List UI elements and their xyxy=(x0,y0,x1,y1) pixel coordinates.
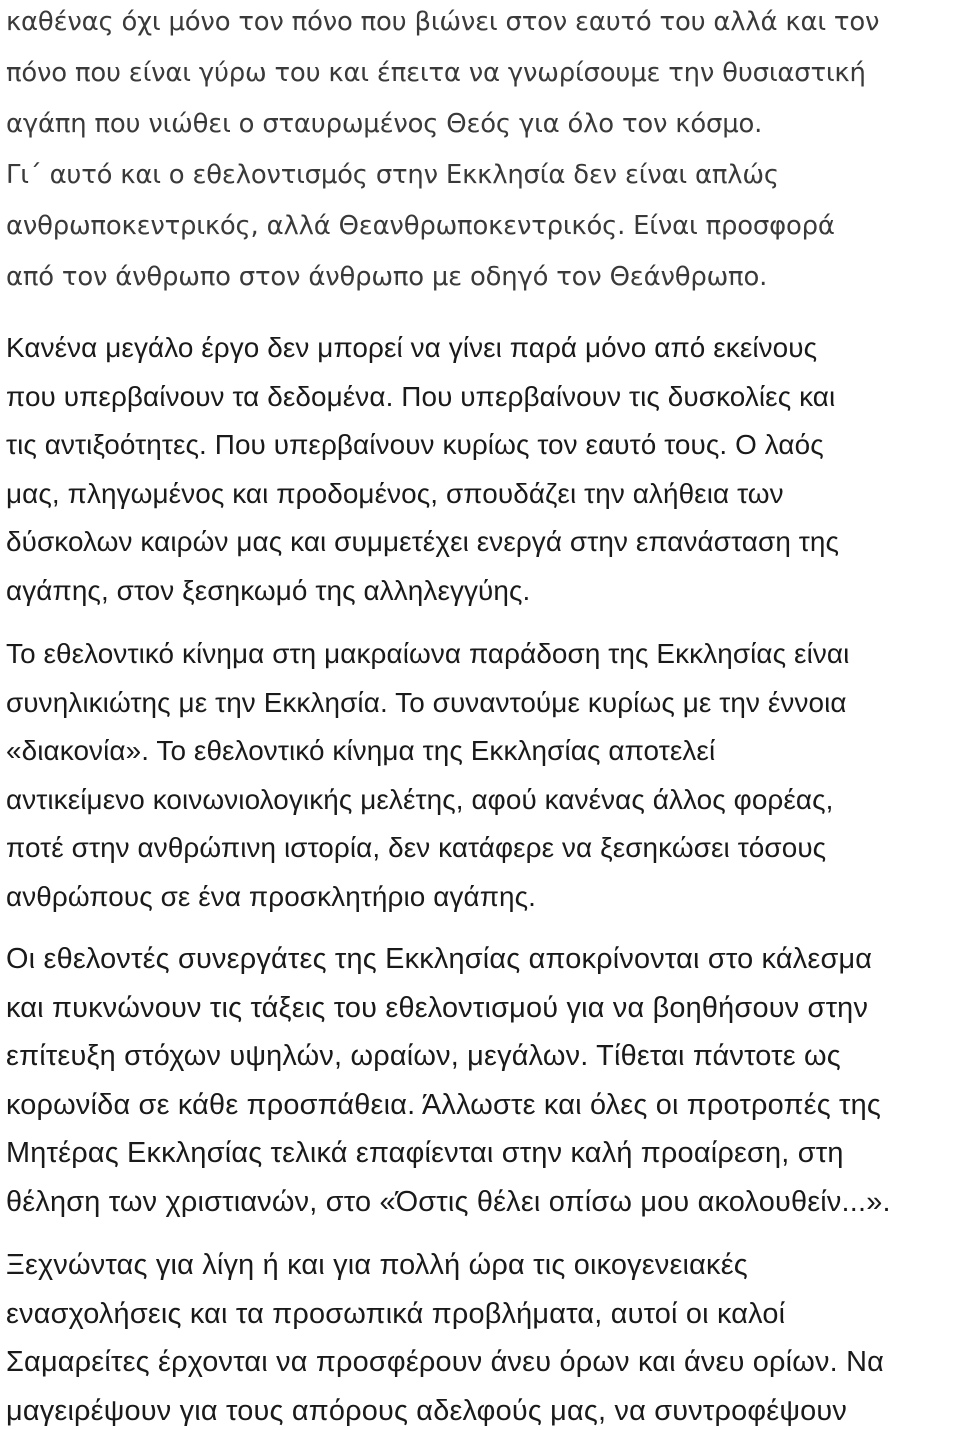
paragraph-4 xyxy=(6,630,960,922)
text-line: που υπερβαίνουν τα δεδομένα. Που υπερβαίνουν τις δυσκολίες και xyxy=(6,380,836,412)
text-line: κορωνίδα σε κάθε προσπάθεια. Άλλωστε και όλες οι προτροπές της xyxy=(6,1088,882,1121)
text-line: μαγειρέψουν για τους απόρους αδελφούς μας, να συντροφέψουν xyxy=(6,1394,848,1427)
text-line: από τον άνθρωπο στον άνθρωπο με οδηγό τον Θεάνθρωπο. xyxy=(6,262,768,292)
text-line: Οι εθελοντές συνεργάτες της Εκκλησίας αποκρίνονται στο κάλεσμα xyxy=(6,943,873,975)
paragraph-1 xyxy=(6,0,960,150)
text-line: ποτέ στην ανθρώπινη ιστορία, δεν κατάφερε να ξεσηκώσει τόσους xyxy=(6,832,827,864)
text-line: δύσκολων καιρών μας και συμμετέχει ενεργά στην επανάσταση της xyxy=(6,526,840,558)
text-line: τις αντιξοότητες. Που υπερβαίνουν κυρίως τον εαυτό τους. Ο λαός xyxy=(6,429,824,461)
text-line: και πυκνώνουν τις τάξεις του εθελοντισμού για να βοηθήσουν στην xyxy=(6,991,869,1024)
text-line: Σαμαρείτες έρχονται να προσφέρουν άνευ όρων και άνευ ορίων. Να xyxy=(6,1346,885,1379)
text-line: ανθρωποκεντρικός, αλλά Θεανθρωποκεντρικός. Είναι προσφορά xyxy=(6,211,835,241)
text-line: αγάπη που νιώθει ο σταυρωμένος Θεός για όλο τον κόσμο. xyxy=(6,109,763,139)
paragraph-2 xyxy=(6,150,960,303)
text-line: Κανένα μεγάλο έργο δεν μπορεί να γίνει παρά μόνο από εκείνους xyxy=(6,332,818,363)
text-line: Το εθελοντικό κίνημα στη μακραίωνα παράδοση της Εκκλησίας είναι xyxy=(6,638,850,669)
text-line: συνηλικιώτης με την Εκκλησία. Το συναντούμε κυρίως με την έννοια xyxy=(6,686,847,718)
text-line: μας, πληγωμένος και προδομένος, σπουδάζει την αλήθεια των xyxy=(6,477,784,509)
text-line: Μητέρας Εκκλησίας τελικά επαφίενται στην καλή προαίρεση, στη xyxy=(6,1137,844,1170)
text-line: θέληση των χριστιανών, στο «Όστις θέλει οπίσω μου ακολουθείν...». xyxy=(6,1185,891,1218)
text-line: ανθρώπους σε ένα προσκλητήριο αγάπης. xyxy=(6,880,537,912)
text-line: Ξεχνώντας για λίγη ή και για πολλή ώρα τις οικογενειακές xyxy=(6,1249,748,1281)
text-line: αγάπης, στον ξεσηκωμό της αλληλεγγύης. xyxy=(6,574,531,606)
text-line: επίτευξη στόχων υψηλών, ωραίων, μεγάλων. Τίθεται πάντοτε ως xyxy=(6,1040,841,1073)
text-line: ενασχολήσεις και τα προσωπικά προβλήματα, αυτοί οι καλοί xyxy=(6,1297,786,1330)
text-line: αντικείμενο κοινωνιολογικής μελέτης, αφού κανένας άλλος φορέας, xyxy=(6,783,834,815)
paragraph-3 xyxy=(6,324,960,616)
paragraph-6 xyxy=(6,1241,960,1430)
text-line: καθένας όχι μόνο τον πόνο που βιώνει στον εαυτό του αλλά και τον xyxy=(6,7,880,37)
text-line: πόνο που είναι γύρω του και έπειτα να γνωρίσουμε την θυσιαστική xyxy=(6,58,866,88)
text-line: Γι΄ αυτό και ο εθελοντισμός στην Εκκλησία δεν είναι απλώς xyxy=(6,160,779,190)
paragraph-5 xyxy=(6,935,960,1227)
text-line: «διακονία». Το εθελοντικό κίνημα της Εκκλησίας αποτελεί xyxy=(6,735,716,767)
